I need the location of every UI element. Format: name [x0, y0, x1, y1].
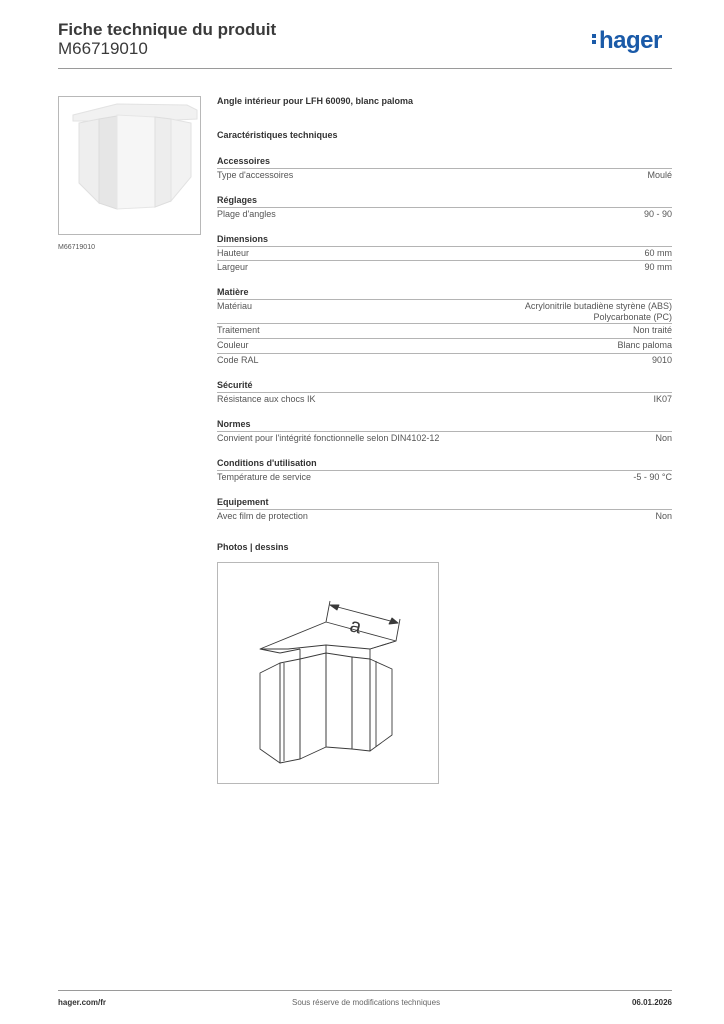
spec-label: Largeur — [217, 262, 249, 272]
header-divider — [58, 68, 672, 69]
spec-label: Matériau — [217, 301, 253, 311]
spec-row — [217, 299, 672, 325]
section-title-matiere: Matière — [217, 287, 249, 297]
spec-value: 60 mm — [644, 248, 672, 258]
spec-label: Plage d'angles — [217, 209, 276, 219]
page-title: Fiche technique du produit — [58, 20, 277, 39]
section-title-normes: Normes — [217, 419, 251, 429]
footer-notice: Sous réserve de modifications techniques — [292, 998, 441, 1007]
spec-label: Hauteur — [217, 248, 250, 258]
spec-row — [217, 323, 672, 339]
product-name: Angle intérieur pour LFH 60090, blanc paloma — [217, 96, 414, 106]
section-title-equipement: Equipement — [217, 497, 269, 507]
spec-value: -5 - 90 °C — [633, 472, 672, 482]
section-title-securite: Sécurité — [217, 380, 253, 390]
spec-row — [217, 509, 672, 525]
spec-label: Code RAL — [217, 355, 259, 365]
spec-value: Non — [655, 511, 672, 521]
specs-heading: Caractéristiques techniques — [217, 130, 338, 140]
spec-row — [217, 470, 672, 486]
section-title-conditions: Conditions d'utilisation — [217, 458, 317, 468]
spec-value: Acrylonitrile butadiène styrène (ABS) — [524, 301, 672, 311]
section-title-dimensions: Dimensions — [217, 234, 269, 244]
spec-label: Traitement — [217, 325, 260, 335]
spec-label: Couleur — [217, 340, 249, 350]
spec-value: 90 - 90 — [643, 209, 672, 219]
section-title-accessoires: Accessoires — [217, 156, 271, 166]
spec-row — [217, 392, 672, 408]
spec-value: IK07 — [653, 394, 672, 404]
section-title-reglages: Réglages — [217, 195, 258, 205]
spec-value: Blanc paloma — [617, 340, 672, 350]
footer-date: 06.01.2026 — [631, 998, 672, 1007]
spec-value: 90 mm — [644, 262, 672, 272]
spec-label: Température de service — [217, 472, 312, 482]
product-reference: M66719010 — [58, 39, 148, 58]
thumbnail-caption: M66719010 — [58, 244, 95, 251]
spec-value: Non — [655, 433, 672, 443]
spec-row — [217, 260, 672, 276]
spec-value-secondary: Polycarbonate (PC) — [593, 312, 672, 322]
technical-drawing — [217, 562, 439, 784]
spec-label: Résistance aux chocs IK — [217, 394, 316, 404]
spec-row — [217, 338, 672, 354]
spec-value: 9010 — [651, 355, 672, 365]
corner-drawing-icon — [218, 563, 440, 785]
logo-text: hager — [599, 27, 662, 54]
photos-heading: Photos | dessins — [217, 542, 289, 552]
product-photo-icon — [59, 97, 201, 235]
hager-logo — [592, 27, 662, 55]
footer-website-link[interactable]: hager.com/fr — [58, 998, 107, 1007]
spec-row — [217, 168, 672, 184]
spec-value: Non traité — [632, 325, 672, 335]
spec-label: Avec film de protection — [217, 511, 308, 521]
spec-label: Convient pour l'intégrité fonctionnelle selon DIN4102-12 — [217, 433, 440, 443]
spec-value: Moulé — [647, 170, 672, 180]
spec-row — [217, 207, 672, 223]
footer-divider — [58, 990, 672, 991]
logo-dots-icon — [592, 32, 597, 46]
dimension-label: a — [347, 614, 364, 639]
spec-row — [217, 353, 672, 369]
product-thumbnail — [58, 96, 201, 235]
spec-label: Type d'accessoires — [217, 170, 294, 180]
spec-row — [217, 431, 672, 447]
